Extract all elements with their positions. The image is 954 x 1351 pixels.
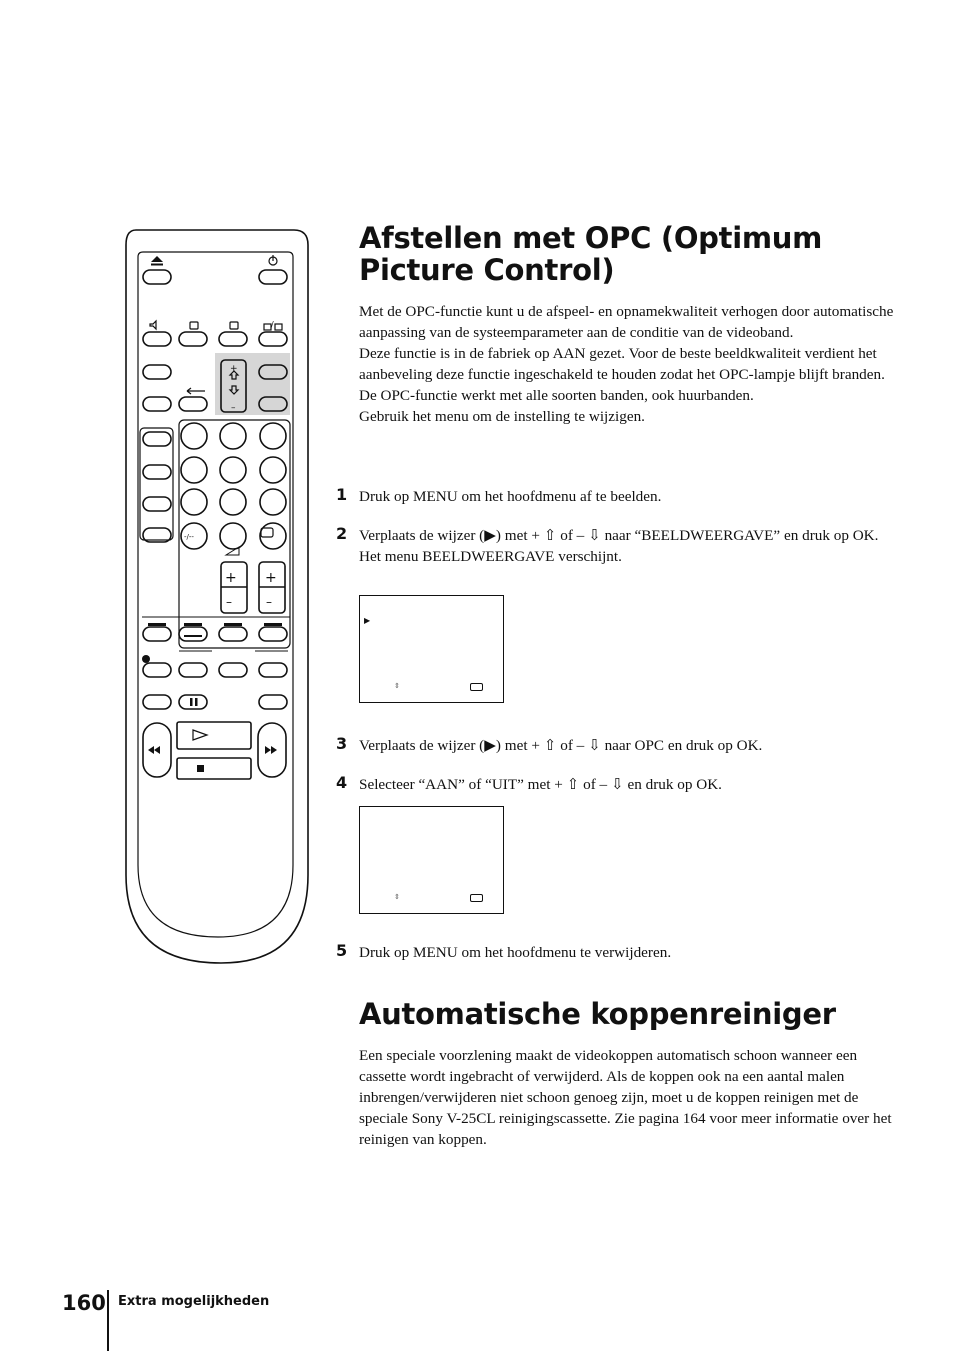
play-button <box>177 722 251 749</box>
svg-text:/: / <box>271 320 274 329</box>
step-text: Selecteer “AAN” of “UIT” met + ⇧ of – ⇩ en druk op OK. <box>359 776 722 793</box>
record-icon <box>142 655 150 663</box>
ok-icon <box>470 894 483 902</box>
step-number: 4 <box>336 773 348 792</box>
step-number: 2 <box>336 524 348 543</box>
power-button <box>259 270 287 284</box>
updown-icon: ⇳ <box>394 682 400 690</box>
step-text-result: Het menu BEELDWEERGAVE verschijnt. <box>359 548 622 565</box>
intro-paragraph-1: Met de OPC-functie kunt u de afspeel- en opnamekwaliteit verhogen door automatische aanpassing van de systeemparameter aan de conditie van de videoband. <box>359 303 894 341</box>
step-text: Druk op MENU om het hoofdmenu af te beelden. <box>359 488 662 505</box>
back-arrow-icon <box>187 388 205 394</box>
svg-text:–: – <box>231 403 236 413</box>
rewind-icon <box>148 746 160 754</box>
menu-screen-2 <box>359 806 504 914</box>
eject-icon <box>151 256 163 262</box>
footer-section-label: Extra mogelijkheden <box>118 1294 270 1309</box>
pointer-icon: ▶ <box>364 616 371 625</box>
eject-button <box>143 270 171 284</box>
pause-button <box>179 695 207 709</box>
dash-label: -/-- <box>184 533 194 541</box>
step-number: 3 <box>336 734 348 753</box>
ok-icon <box>470 683 483 691</box>
display-icon <box>190 322 198 329</box>
record-button <box>143 663 171 677</box>
svg-text:+: + <box>230 364 238 374</box>
step-text: Verplaats de wijzer (▶) met + ⇧ of – ⇩ naar OPC en druk op OK. <box>359 737 763 754</box>
program-highlight <box>215 353 290 415</box>
svg-text:+: + <box>225 570 237 586</box>
section1-intro <box>359 301 899 427</box>
step-number: 5 <box>336 941 348 960</box>
mute-icon <box>150 321 156 329</box>
section2-paragraph: Een speciale voorzlening maakt de videokoppen automatisch schoon wanneer een cassette wordt ingebracht of verwijderd. Als de koppen ook na een aantal malen inbrengen/verwijderen niet schoon genoeg zijn, moet u de koppen reinigen met de speciale Sony V-25CL reinigingscassette. Zie pagina 164 voor meer informatie over het reinigen van koppen. <box>359 1047 892 1148</box>
svg-text:+: + <box>265 570 277 586</box>
section1-title: Afstellen met OPC (Optimum Picture Control) <box>359 221 823 287</box>
section2-title: Automatische koppenreiniger <box>359 997 836 1031</box>
step-text: Druk op MENU om het hoofdmenu te verwijderen. <box>359 944 672 961</box>
intro-paragraph-2: Deze functie is in de fabriek op AAN gezet. Voor de beste beeldkwaliteit verdient het aanbeveling deze functie ingeschakeld te houden zodat het OPC-lampje blijft branden. De OPC-functie werkt met alle soorten banden, ook huurbanden. <box>359 345 885 404</box>
play-icon <box>193 730 207 740</box>
fast-forward-icon <box>265 746 277 754</box>
teletext-icon <box>230 322 238 329</box>
stop-icon <box>197 765 204 772</box>
updown-icon: ⇳ <box>394 893 400 901</box>
intro-paragraph-3: Gebruik het menu om de instelling te wijzigen. <box>359 408 645 425</box>
step-text: Verplaats de wijzer (▶) met + ⇧ of – ⇩ naar “BEELDWEERGAVE” en druk op OK. <box>359 527 879 544</box>
stop-button <box>177 758 251 779</box>
svg-text:–: – <box>266 595 272 609</box>
page-number: 160 <box>62 1291 106 1315</box>
menu-screen-1 <box>359 595 504 703</box>
step-number: 1 <box>336 485 348 504</box>
footer-divider <box>107 1290 109 1351</box>
remote-control-illustration <box>118 225 318 970</box>
svg-text:–: – <box>226 595 232 609</box>
